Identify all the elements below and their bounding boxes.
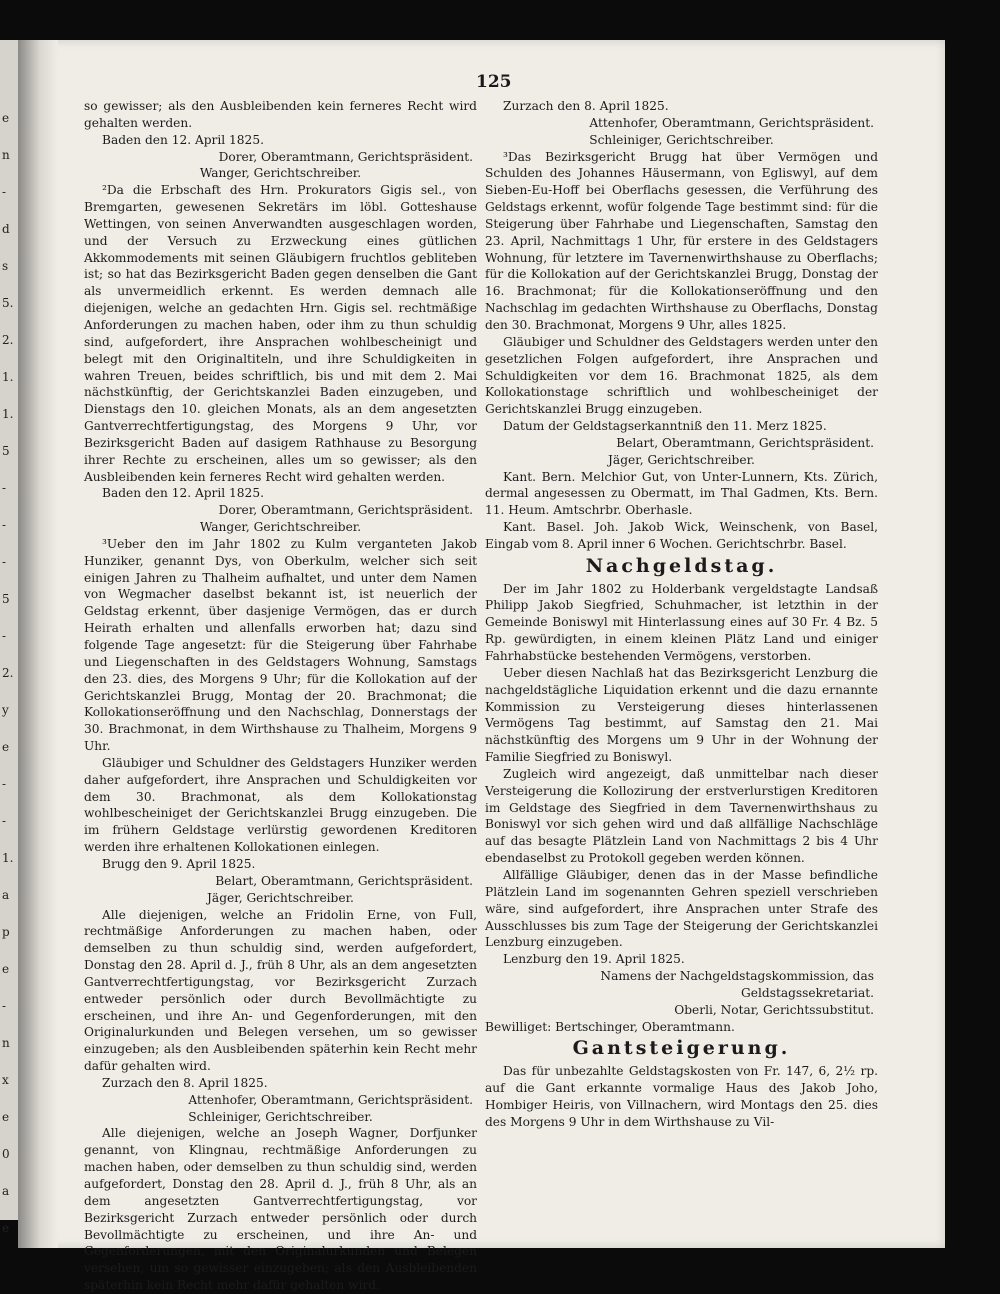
notice-signature: Oberli, Notar, Gerichtssubstitut.: [674, 1002, 874, 1017]
notice-signature: Attenhofer, Oberamtmann, Gerichtspräsident.: [589, 115, 874, 130]
edge-mark: -: [2, 999, 7, 1013]
section-heading-nachgeldstag: Nachgeldstag.: [585, 554, 778, 577]
edge-mark: 5: [2, 592, 10, 606]
edge-mark: 1.: [2, 407, 14, 421]
edge-mark: d: [2, 222, 10, 236]
edge-mark: 5: [2, 444, 10, 458]
notice-signature: Belart, Oberamtmann, Gerichtspräsident.: [616, 435, 874, 450]
edge-mark: e: [2, 962, 10, 976]
notice-paragraph: Gläubiger und Schuldner des Geldstagers Hunziker werden daher aufgefordert, ihre Ansprachen und Schuldigkeiten vor dem 30. Brachmonat, als dem Kollokationstag wohlbescheiniget der Gerichtskanzlei Brugg einzugeben. Die im frühern Geldstage verlürstig gewordenen Kreditoren werden ihre erhaltenen Kollokationen einlegen.: [84, 755, 477, 855]
notice-date: Zurzach den 8. April 1825.: [503, 99, 669, 113]
notice-paragraph: Gläubiger und Schuldner des Geldstagers werden unter den gesetzlichen Folgen aufgefordert, ihre Ansprachen und Schuldigkeiten vor dem 16. Brachmonat 1825, als dem Kollokationstage schriftlich und wohlbescheiniget der Gerichtskanzlei Brugg einzugeben.: [485, 334, 878, 417]
edge-mark: n: [2, 148, 10, 162]
notice-date: Baden den 12. April 1825.: [102, 486, 264, 501]
edge-mark: y: [2, 703, 9, 717]
notice-paragraph: so gewisser; als den Ausbleibenden kein ferneres Recht wird gehalten werden.: [84, 99, 477, 130]
edge-mark: -: [2, 629, 7, 643]
notice-signature: Schleiniger, Gerichtschreiber.: [188, 1109, 373, 1124]
edge-mark: 2.: [2, 333, 14, 347]
notice-signature: Attenhofer, Oberamtmann, Gerichtspräsident.: [188, 1092, 473, 1107]
notice-paragraph: Kant. Bern. Melchior Gut, von Unter-Lunnern, Kts. Zürich, dermal angesessen zu Obermatt, im Thal Gadmen, Kts. Bern. 11. Heum. Amtschrbr. Oberhasle.: [485, 469, 878, 518]
edge-mark: e: [2, 1110, 10, 1124]
edge-mark: s: [2, 259, 9, 273]
edge-mark: -: [2, 481, 7, 495]
edge-mark: a: [2, 888, 10, 902]
notice-paragraph: Allfällige Gläubiger, denen das in der Masse befindliche Plätzlein Land im sogenannten Gehren speziell verschrieben wäre, sind aufgefordert, ihre Ansprachen unter Strafe des Ausschlusses bis zum Tage der Steigerung der Gerichtskanzlei Lenzburg einzugeben.: [485, 867, 878, 950]
edge-mark: 0: [2, 1147, 10, 1161]
notice-paragraph: Der im Jahr 1802 zu Holderbank vergeldstagte Landsaß Philipp Jakob Siegfried, Schuhmacher, ist letzthin in der Gemeinde Boniswyl mit Hinterlassung eines auf 30 Fr. 4 Bz. 5 Rp. gewürdigten, in einem kleinen Plätz Land und einiger Fahrhabstücke bestehenden Vermögens, verstorben.: [485, 581, 878, 663]
notice-date: Lenzburg den 19. April 1825.: [503, 952, 685, 967]
edge-mark: p: [2, 925, 10, 939]
notice-signature: Wanger, Gerichtschreiber.: [199, 166, 362, 181]
edge-mark: e: [2, 1221, 10, 1235]
notice-signature: Jäger, Gerichtschreiber.: [207, 890, 354, 905]
page-binding-shadow: [18, 40, 58, 1248]
edge-mark: -: [2, 555, 7, 569]
notice-signature: Schleiniger, Gerichtschreiber.: [589, 132, 774, 147]
notice-date: Zurzach den 8. April 1825.: [102, 1075, 268, 1090]
notice-signature: Dorer, Oberamtmann, Gerichtspräsident.: [218, 503, 473, 518]
edge-mark: n: [2, 1036, 10, 1050]
newspaper-page: [18, 40, 945, 1293]
section-heading-gantsteigerung: Gantsteigerung.: [572, 1037, 791, 1060]
notice-signature: Namens der Nachgeldstagskommission, das Geldstagssekretariat.: [600, 969, 874, 1000]
edge-mark: a: [2, 1184, 10, 1198]
notice-paragraph: ³Das Bezirksgericht Brugg hat über Vermögen und Schulden des Johannes Häusermann, von Egliswyl, auf dem Sieben-Eu-Hoff bei Oberflachs gesessen, die Verführung des Geldstags erkennt, wofür folgende Tage bestimmt sind: für die Steigerung über Fahrhabe und Liegenschaften, Samstag den 23. April, Nachmittags 1 Uhr, für erstere in des Geldstagers Wohnung, für letztere im Tavernenwirthshause zu Oberflachs; für die Kollokation auf der Gerichtskanzlei Brugg, Donstag der 16. Brachmonat; für die Kollokationseröffnung und den Nachschlag im gedachten Wirthshause zu Oberflachs, Donstag den 30. Brachmonat, Morgens 9 Uhr, alles 1825.: [485, 149, 878, 332]
notice-paragraph: Ueber diesen Nachlaß hat das Bezirksgericht Lenzburg die nachgeldstägliche Liquidation erkennt und die dazu ernannte Kommission zu Versteigerung dieses hinterlassenen Vermögens Tag bestimmt, auf Samstag den 21. Mai nächstkünftig des Morgens um 9 Uhr in der Wohnung der Familie Siegfried zu Boniswyl.: [485, 665, 878, 765]
notice-paragraph: ³Ueber den im Jahr 1802 zu Kulm verganteten Jakob Hunziker, genannt Dys, von Oberkulm, welcher sich seit einigen Jahren zu Thalheim aufhaltet, und unter dem Namen von Wegmacher daselbst bekannt ist, ist neuerlich der Geldstag erkennt, über dasjenige Vermögen, das er durch Heirath erhalten und allenfalls erworben hat; dazu sind folgende Tage angesetzt: für die Steigerung über Fahrhabe und Liegenschaften in des Geldstagers Wohnung, Samstags den 23. dies, des Morgens 9 Uhr; für die Kollokation auf der Gerichtskanzlei Brugg, Montag der 20. Brachmonat; die Kollokationseröffnung und den Nachschlag, Donnerstags der 30. Brachmonat, in dem Wirthshause zu Thalheim, Morgens 9 Uhr.: [84, 536, 477, 754]
notice-approval: Bewilliget: Bertschinger, Oberamtmann.: [485, 1019, 735, 1034]
right-column: [485, 98, 878, 1131]
edge-mark: 5.: [2, 296, 14, 310]
edge-mark: -: [2, 777, 7, 791]
page-number: 125: [476, 72, 512, 92]
notice-date: Baden den 12. April 1825.: [102, 132, 264, 147]
edge-mark: e: [2, 740, 10, 754]
notice-paragraph: Alle diejenigen, welche an Fridolin Erne, von Full, rechtmäßige Anforderungen zu machen haben, oder demselben zu thun schuldig sind, werden aufgefordert, Donstag den 28. April d. J., früh 8 Uhr, als an dem angesetzten Gantverrechtfertigungstag, vor Bezirksgericht Zurzach entweder persönlich oder durch Bevollmächtigte zu erscheinen, und ihre An- und Gegenforderungen, mit den Originalurkunden und Belegen versehen, um so gewisser einzugeben; als den Ausbleibenden späterhin kein Recht mehr dafür gehalten wird.: [84, 907, 477, 1074]
notice-paragraph: Alle diejenigen, welche an Joseph Wagner, Dorfjunker genannt, von Klingnau, rechtmäßige Anforderungen zu machen haben, oder demselben zu thun schuldig sind, werden aufgefordert, Donstag den 28. April d. J., früh 8 Uhr, als an dem angesetzten Gantverrechtfertigungstag, vor Bezirksgericht Zurzach entweder persönlich oder durch Bevollmächtigte zu erscheinen, und ihre An- und Gegenforderungen, mit den Originalurkunden und Belegen versehen, um so gewisser einzugeben; als den Ausbleibenden späterhin kein Recht mehr dafür gehalten wird.: [84, 1126, 477, 1293]
edge-mark: 2.: [2, 666, 14, 680]
notice-signature: Jäger, Gerichtschreiber.: [608, 452, 755, 467]
notice-date: Brugg den 9. April 1825.: [102, 856, 256, 871]
edge-mark: e: [2, 111, 10, 125]
notice-paragraph: Das für unbezahlte Geldstagskosten von Fr. 147, 6, 2½ rp. auf die Gant erkannte vormalige Haus des Jakob Joho, Hombiger Heiris, von Villnachern, wird Montags den 25. dies des Morgens 9 Uhr in dem Wirthshause zu Vil-: [485, 1064, 878, 1129]
edge-mark: 1.: [2, 851, 14, 865]
left-page-edge: [0, 40, 18, 1235]
edge-mark: x: [2, 1073, 9, 1087]
edge-mark: -: [2, 814, 7, 828]
notice-paragraph: Kant. Basel. Joh. Jakob Wick, Weinschenk, von Basel, Eingab vom 8. April inner 6 Wochen. Gerichtschrbr. Basel.: [485, 520, 878, 551]
notice-paragraph: Zugleich wird angezeigt, daß unmittelbar nach dieser Versteigerung die Kollozirung der erstverlurstigen Kreditoren im Geldstage des Siegfried in dem Tavernenwirthshaus zu Boniswyl vor sich gehen wird und daß allfällige Nachschläge auf das besagte Plätzlein Land von Nachmittags 2 bis 4 Uhr ebendaselbst zu Protokoll gegeben werden können.: [485, 766, 878, 866]
left-page-edge-text: [2, 100, 16, 1247]
edge-mark: -: [2, 518, 7, 532]
notice-signature: Dorer, Oberamtmann, Gerichtspräsident.: [218, 149, 473, 164]
notice-signature: Belart, Oberamtmann, Gerichtspräsident.: [215, 873, 473, 888]
notice-date: Datum der Geldstagserkanntniß den 11. Merz 1825.: [503, 419, 827, 434]
left-column: [84, 98, 477, 1294]
edge-mark: -: [2, 185, 7, 199]
edge-mark: 1.: [2, 370, 14, 384]
notice-signature: Wanger, Gerichtschreiber.: [199, 520, 362, 535]
notice-paragraph: ²Da die Erbschaft des Hrn. Prokurators Gigis sel., von Bremgarten, gewesenen Sekretärs im löbl. Gotteshause Wettingen, von seinen Anverwandten ausgeschlagen worden, und der Versuch zu Erzweckung eines gütlichen Akkommodements mit seinen Gläubigern fruchtlos gebliteben ist; so hat das Bezirksgericht Baden gegen denselben die Gant als unvermeidlich erkennt. Es werden demnach alle diejenigen, welche an gedachten Hrn. Gigis sel. rechtmäßige Anforderungen zu machen haben, oder ihm zu thun schuldig sind, aufgefordert, ihre Ansprachen wohlbescheinigt und belegt mit den Originaltiteln, und ihre Schuldigkeiten in wahren Treuen, beides schriftlich, bis und mit dem 2. Mai nächstkünftig, der Gerichtskanzlei Baden einzugeben, und Dienstags den 10. gleichen Monats, als an dem angesetzten Gantverrechtfertigungstag, des Morgens 9 Uhr, vor Bezirksgericht Baden auf dasigem Rathhause zu Besorgung ihrer Rechte zu erscheinen, alles um so gewisser; als den Ausbleibenden kein ferneres Recht wird gehalten werden.: [84, 183, 477, 484]
